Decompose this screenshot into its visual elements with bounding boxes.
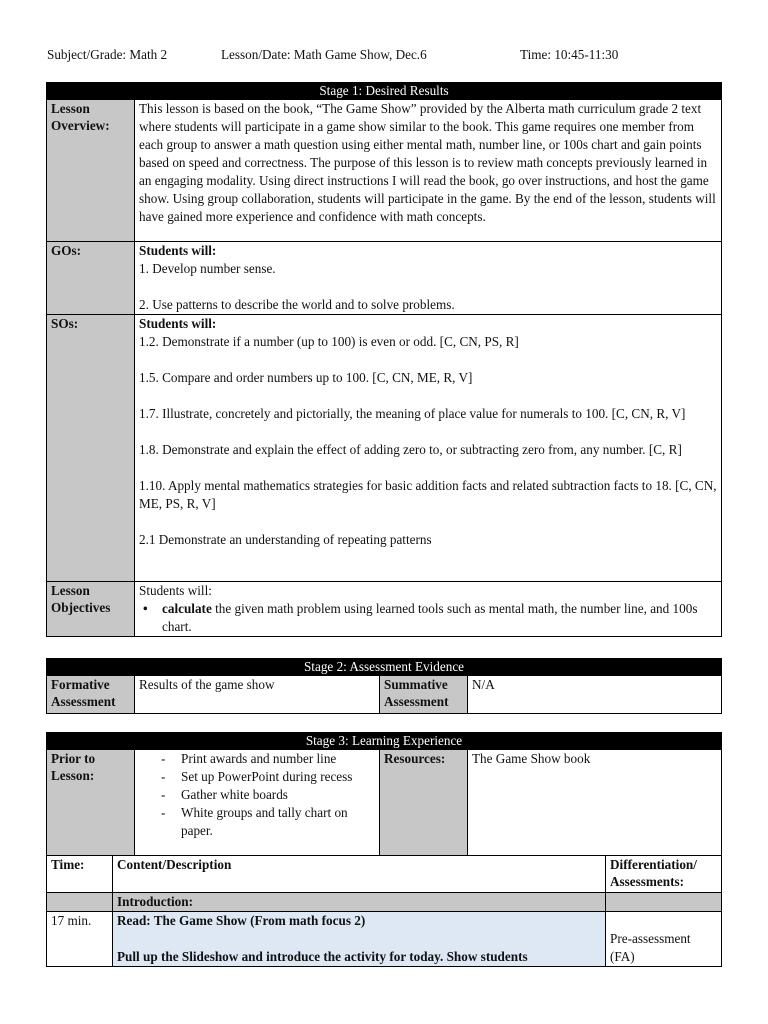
so-item: 1.2. Demonstrate if a number (up to 100) is even or odd. [C, CN, PS, R] — [139, 334, 519, 349]
go-item: 1. Develop number sense. — [139, 261, 276, 276]
so-item: 1.10. Apply mental mathematics strategies for basic addition facts and related subtraction facts to 18. [C, CN, ME, PS, R, V] — [139, 478, 717, 511]
row-line1: Read: The Game Show (From math focus 2) — [117, 913, 366, 928]
gos-intro: Students will: — [139, 243, 217, 258]
sos-label: SOs: — [47, 315, 135, 582]
objectives-label: Lesson Objectives — [47, 582, 135, 637]
lesson-time: Time: 10:45-11:30 — [520, 47, 619, 62]
so-item: 1.5. Compare and order numbers up to 100. [C, CN, ME, R, V] — [139, 370, 473, 385]
prior-list — [135, 750, 379, 840]
time-header: Time: — [47, 856, 113, 893]
summative-value: N/A — [468, 676, 722, 714]
so-item: 1.7. Illustrate, concretely and pictorially, the meaning of place value for numerals to 100. [C, CN, R, V] — [139, 406, 686, 421]
so-item: 2.1 Demonstrate an understanding of repeating patterns — [139, 532, 432, 547]
gos-cell — [135, 242, 722, 315]
stage2-title: Stage 2: Assessment Evidence — [47, 659, 722, 676]
objective-verb: calculate — [162, 601, 212, 616]
summative-label: Summative Assessment — [380, 676, 468, 714]
row-diff-text: Pre-assessment (FA) — [610, 931, 691, 964]
lesson-date: Lesson/Date: Math Game Show, Dec.6 — [221, 47, 427, 62]
resources-label: Resources: — [380, 750, 468, 856]
prior-item: - Set up PowerPoint during recess — [159, 768, 379, 786]
sos-intro: Students will: — [139, 316, 217, 331]
sos-cell — [135, 315, 722, 582]
objectives-intro: Students will: — [139, 583, 212, 598]
objectives-list — [139, 600, 717, 636]
prior-label: Prior to Lesson: — [47, 750, 135, 856]
gos-label: GOs: — [47, 242, 135, 315]
row-diff — [606, 912, 722, 967]
stage2-table — [46, 658, 722, 714]
overview-label: Lesson Overview: — [47, 100, 135, 242]
subject-grade: Subject/Grade: Math 2 — [47, 47, 168, 62]
prior-item: - Print awards and number line — [159, 750, 379, 768]
stage3-table — [46, 732, 722, 967]
prior-item: - White groups and tally chart on paper. — [159, 804, 379, 840]
objective-text: the given math problem using learned tools such as mental math, the number line, and 100s chart. — [162, 601, 698, 634]
so-item: 1.8. Demonstrate and explain the effect of adding zero to, or subtracting zero from, any number. [C, R] — [139, 442, 682, 457]
resources-value: The Game Show book — [468, 750, 722, 856]
formative-value: Results of the game show — [135, 676, 380, 714]
lesson-header — [47, 46, 727, 66]
stage1-table — [46, 82, 722, 637]
content-header: Content/Description — [113, 856, 606, 893]
overview-text: This lesson is based on the book, “The Game Show” provided by the Alberta math curriculum grade 2 text where students will participate in a game show similar to the book. This game requires one member from each group to answer a math question using either mental math, number line, or 100s chart and gain points based on speed and correctness. The purpose of this lesson is to review math concepts previously learned in an engaging modality. Using direct instructions I will read the book, go over instructions, and host the game show. Using group collaboration, students will participate in the game. By the end of the lesson, students will have gained more experience and confidence with math concepts. — [135, 100, 722, 242]
objective-item — [159, 600, 717, 636]
stage1-title: Stage 1: Desired Results — [47, 83, 722, 100]
objectives-cell — [135, 582, 722, 637]
row-content — [113, 912, 606, 967]
row-line2: Pull up the Slideshow and introduce the activity for today. Show students — [117, 949, 528, 964]
row-time: 17 min. — [47, 912, 113, 967]
formative-label: Formative Assessment — [47, 676, 135, 714]
introduction-label: Introduction: — [113, 893, 606, 912]
prior-cell — [135, 750, 380, 856]
diff-header: Differentiation/ Assessments: — [606, 856, 722, 893]
stage3-title: Stage 3: Learning Experience — [47, 733, 722, 750]
prior-item: - Gather white boards — [159, 786, 379, 804]
go-item: 2. Use patterns to describe the world and to solve problems. — [139, 297, 455, 312]
